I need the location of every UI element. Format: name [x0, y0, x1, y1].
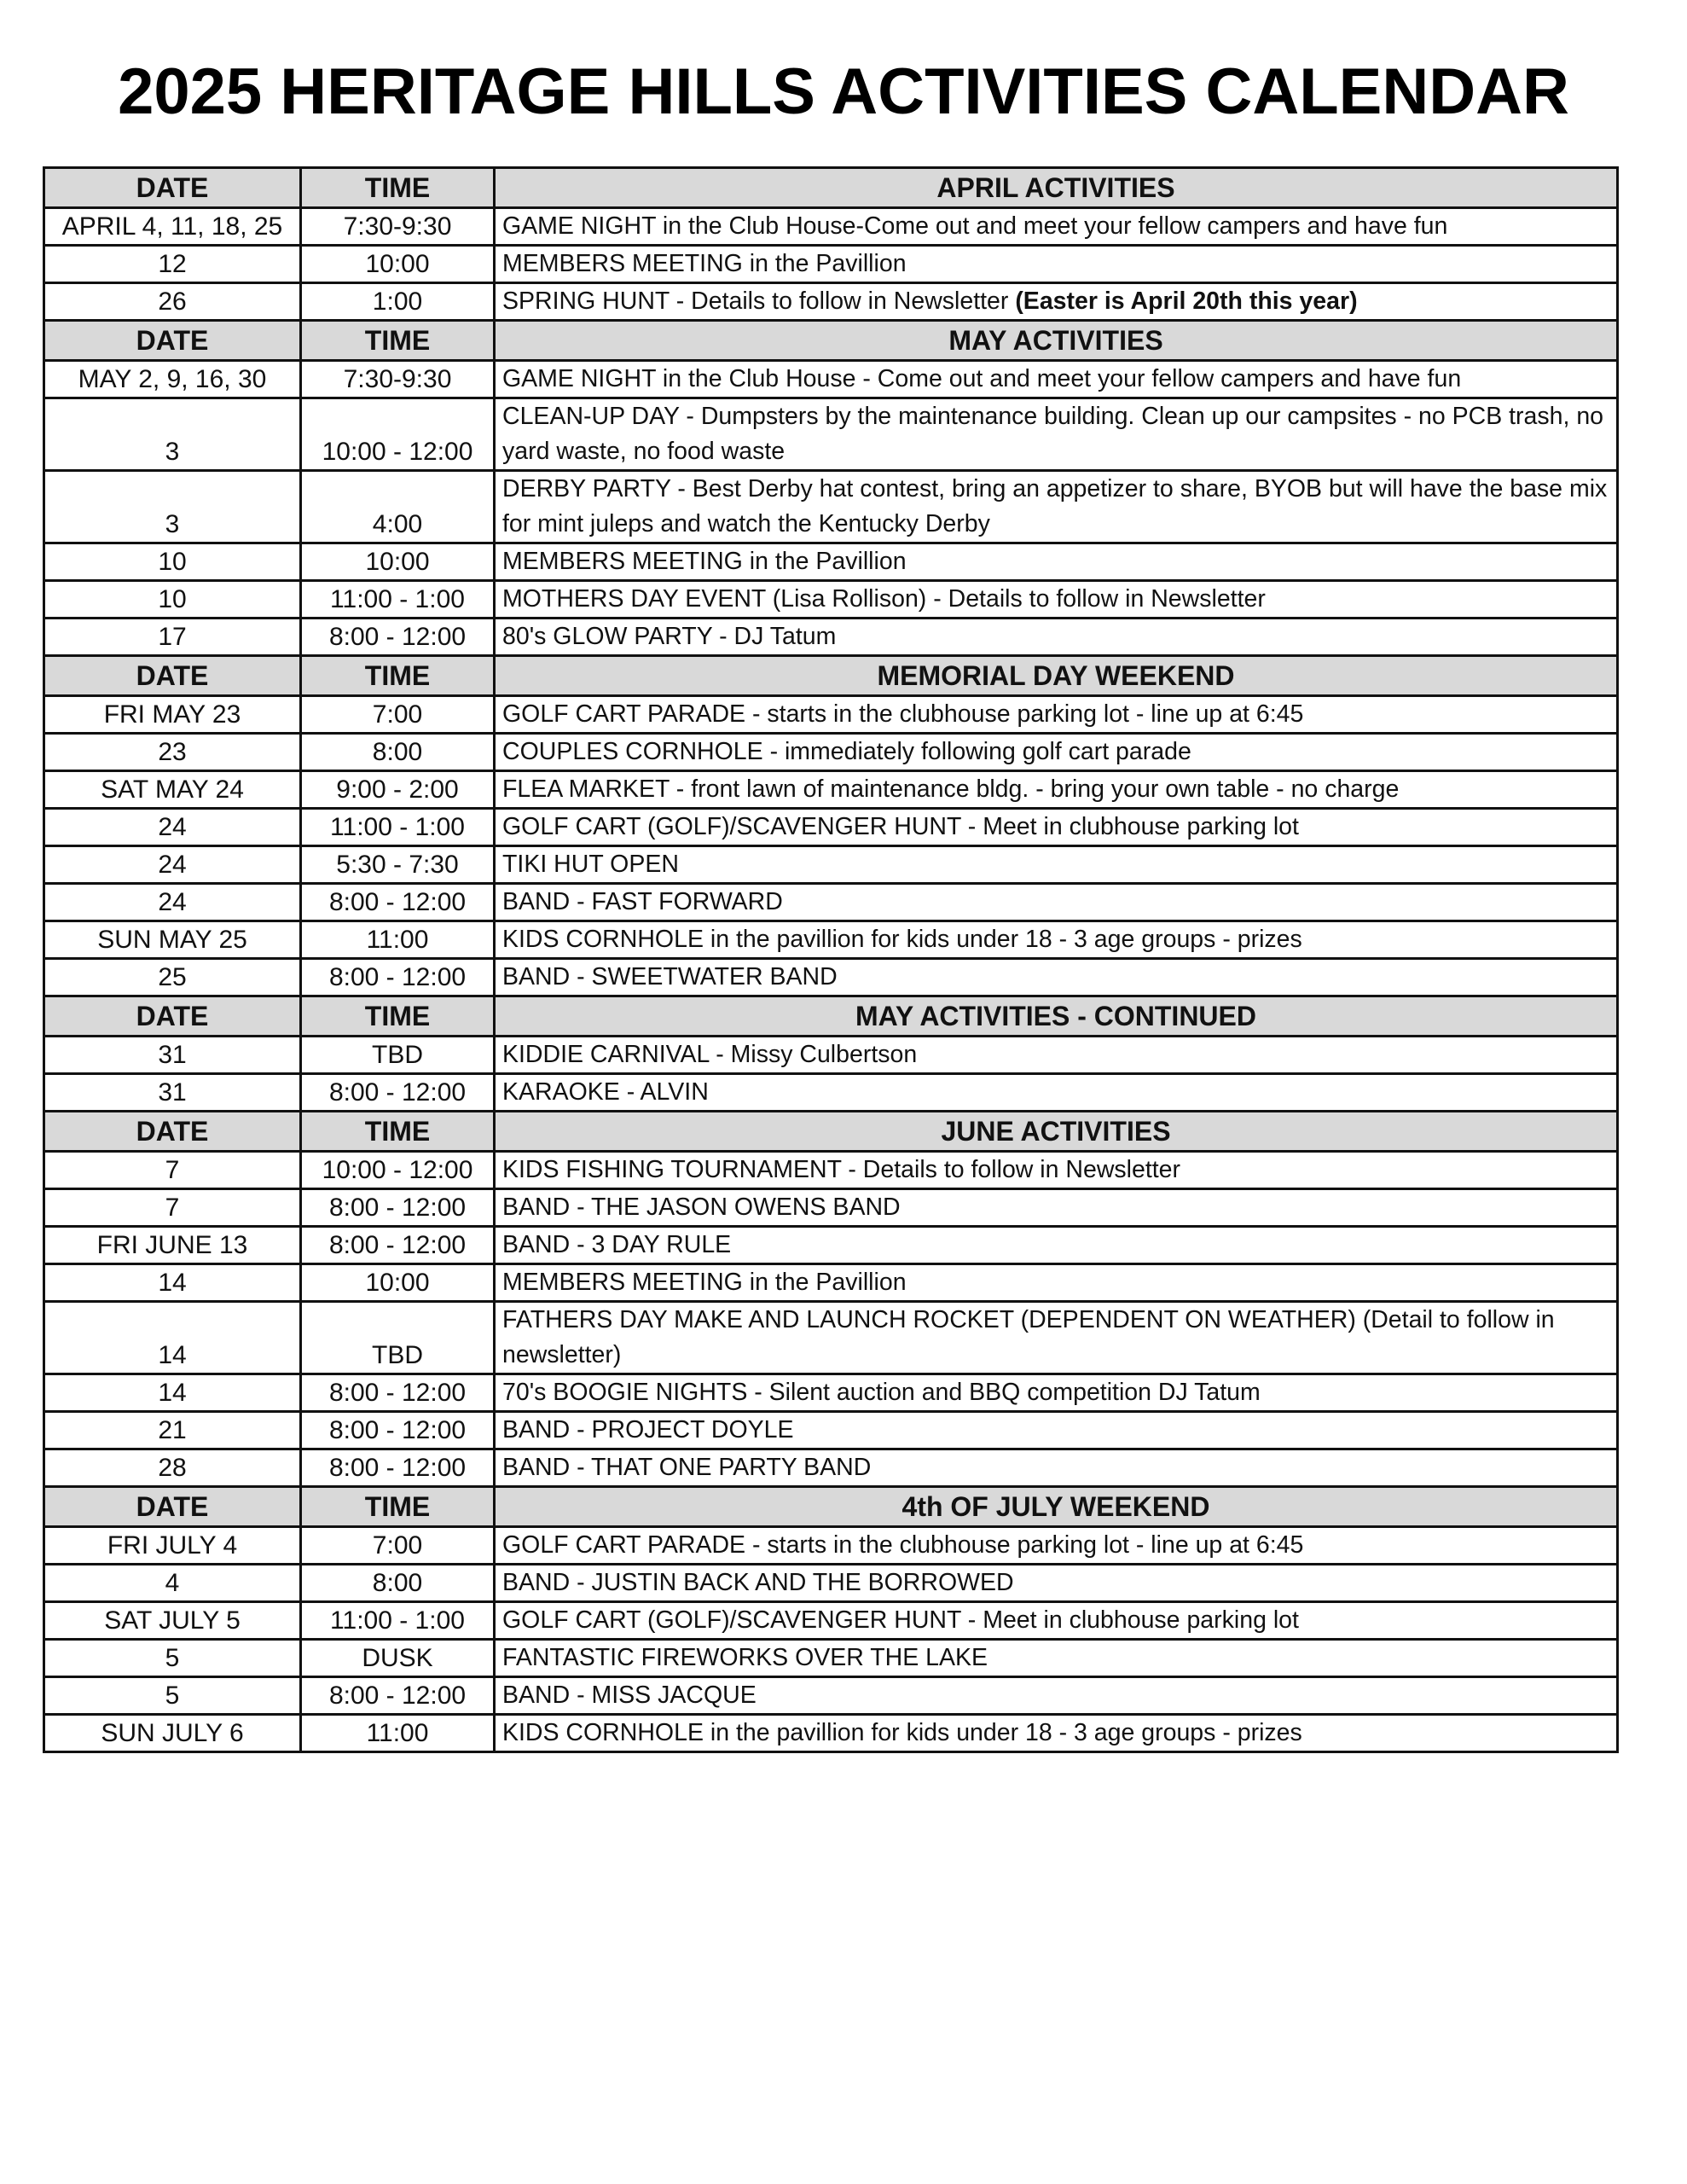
time-cell: 8:00 - 12:00 [301, 1677, 495, 1715]
table-row [44, 696, 1618, 734]
time-column-header: TIME [301, 321, 495, 361]
activity-cell: BAND - 3 DAY RULE [495, 1227, 1618, 1264]
table-row [44, 1677, 1618, 1715]
easter-note: (Easter is April 20th this year) [1015, 288, 1358, 315]
table-row [44, 1264, 1618, 1302]
activity-cell: GOLF CART (GOLF)/SCAVENGER HUNT - Meet in clubhouse parking lot [495, 809, 1618, 846]
activity-cell: KIDS CORNHOLE in the pavillion for kids under 18 - 3 age groups - prizes [495, 1715, 1618, 1752]
section-heading: JUNE ACTIVITIES [495, 1112, 1618, 1152]
activity-cell: FLEA MARKET - front lawn of maintenance bldg. - bring your own table - no charge [495, 771, 1618, 809]
section-header-row [44, 996, 1618, 1037]
activity-cell: FANTASTIC FIREWORKS OVER THE LAKE [495, 1640, 1618, 1677]
table-row [44, 1715, 1618, 1752]
table-row [44, 921, 1618, 959]
time-cell: 7:00 [301, 696, 495, 734]
date-cell: 14 [44, 1374, 301, 1412]
date-cell: 24 [44, 884, 301, 921]
time-cell: 10:00 - 12:00 [301, 1152, 495, 1189]
time-column-header: TIME [301, 168, 495, 208]
table-row [44, 846, 1618, 884]
time-cell: 11:00 - 1:00 [301, 1602, 495, 1640]
section-heading: MAY ACTIVITIES [495, 321, 1618, 361]
date-column-header: DATE [44, 656, 301, 696]
activity-cell: MEMBERS MEETING in the Pavillion [495, 1264, 1618, 1302]
activity-cell: BAND - THAT ONE PARTY BAND [495, 1449, 1618, 1487]
date-cell: 4 [44, 1565, 301, 1602]
activities-calendar-table [43, 166, 1619, 1753]
date-cell: 7 [44, 1189, 301, 1227]
date-cell: APRIL 4, 11, 18, 25 [44, 208, 301, 246]
date-cell: 5 [44, 1677, 301, 1715]
table-row [44, 283, 1618, 321]
time-cell: 10:00 [301, 1264, 495, 1302]
time-column-header: TIME [301, 1487, 495, 1527]
time-column-header: TIME [301, 1112, 495, 1152]
time-cell: 8:00 - 12:00 [301, 619, 495, 656]
time-cell: 8:00 - 12:00 [301, 1189, 495, 1227]
table-row [44, 1037, 1618, 1074]
table-row [44, 771, 1618, 809]
date-cell: 23 [44, 734, 301, 771]
activity-cell: GAME NIGHT in the Club House-Come out and meet your fellow campers and have fun [495, 208, 1618, 246]
date-cell: 31 [44, 1074, 301, 1112]
table-row [44, 398, 1618, 471]
date-cell: 14 [44, 1302, 301, 1374]
activity-cell: FATHERS DAY MAKE AND LAUNCH ROCKET (DEPENDENT ON WEATHER) (Detail to follow in newsletter) [495, 1302, 1618, 1374]
date-cell: 24 [44, 809, 301, 846]
time-cell: 1:00 [301, 283, 495, 321]
table-row [44, 1074, 1618, 1112]
time-cell: 5:30 - 7:30 [301, 846, 495, 884]
time-column-header: TIME [301, 996, 495, 1037]
date-cell: 25 [44, 959, 301, 996]
activity-cell: GAME NIGHT in the Club House - Come out and meet your fellow campers and have fun [495, 361, 1618, 398]
date-cell: 26 [44, 283, 301, 321]
activity-cell: KIDS FISHING TOURNAMENT - Details to follow in Newsletter [495, 1152, 1618, 1189]
section-header-row [44, 1112, 1618, 1152]
time-cell: 8:00 - 12:00 [301, 1227, 495, 1264]
activity-cell: GOLF CART PARADE - starts in the clubhouse parking lot - line up at 6:45 [495, 696, 1618, 734]
time-cell: TBD [301, 1037, 495, 1074]
activity-cell: GOLF CART (GOLF)/SCAVENGER HUNT - Meet in clubhouse parking lot [495, 1602, 1618, 1640]
time-cell: DUSK [301, 1640, 495, 1677]
activity-cell: DERBY PARTY - Best Derby hat contest, bring an appetizer to share, BYOB but will have the base mix for mint juleps and watch the Kentucky Derby [495, 471, 1618, 543]
date-cell: 28 [44, 1449, 301, 1487]
table-row [44, 1449, 1618, 1487]
date-cell: MAY 2, 9, 16, 30 [44, 361, 301, 398]
time-cell: 4:00 [301, 471, 495, 543]
table-row [44, 1374, 1618, 1412]
table-row [44, 1565, 1618, 1602]
activity-cell: BAND - PROJECT DOYLE [495, 1412, 1618, 1449]
table-row [44, 471, 1618, 543]
time-cell: 10:00 [301, 543, 495, 581]
date-cell: FRI MAY 23 [44, 696, 301, 734]
date-cell: FRI JULY 4 [44, 1527, 301, 1565]
table-row [44, 809, 1618, 846]
time-cell: 9:00 - 2:00 [301, 771, 495, 809]
activity-cell: MEMBERS MEETING in the Pavillion [495, 543, 1618, 581]
time-cell: 11:00 [301, 1715, 495, 1752]
activity-cell: KIDDIE CARNIVAL - Missy Culbertson [495, 1037, 1618, 1074]
table-row [44, 1412, 1618, 1449]
section-heading: 4th OF JULY WEEKEND [495, 1487, 1618, 1527]
section-heading: MAY ACTIVITIES - CONTINUED [495, 996, 1618, 1037]
activity-cell: KIDS CORNHOLE in the pavillion for kids under 18 - 3 age groups - prizes [495, 921, 1618, 959]
date-cell: FRI JUNE 13 [44, 1227, 301, 1264]
table-row [44, 543, 1618, 581]
activity-cell: BAND - SWEETWATER BAND [495, 959, 1618, 996]
date-cell: 31 [44, 1037, 301, 1074]
activity-cell: CLEAN-UP DAY - Dumpsters by the maintenance building. Clean up our campsites - no PCB trash, no yard waste, no food waste [495, 398, 1618, 471]
activity-cell: BAND - FAST FORWARD [495, 884, 1618, 921]
date-column-header: DATE [44, 321, 301, 361]
activity-cell: MOTHERS DAY EVENT (Lisa Rollison) - Details to follow in Newsletter [495, 581, 1618, 619]
section-header-row [44, 1487, 1618, 1527]
activity-cell: 80's GLOW PARTY - DJ Tatum [495, 619, 1618, 656]
table-row [44, 734, 1618, 771]
time-cell: 10:00 - 12:00 [301, 398, 495, 471]
date-cell: 21 [44, 1412, 301, 1449]
date-cell: SAT MAY 24 [44, 771, 301, 809]
activity-cell: GOLF CART PARADE - starts in the clubhouse parking lot - line up at 6:45 [495, 1527, 1618, 1565]
table-row [44, 581, 1618, 619]
section-header-row [44, 321, 1618, 361]
activity-text: SPRING HUNT - Details to follow in Newsletter [502, 288, 1016, 315]
activity-cell: BAND - THE JASON OWENS BAND [495, 1189, 1618, 1227]
time-cell: 11:00 [301, 921, 495, 959]
activity-cell: KARAOKE - ALVIN [495, 1074, 1618, 1112]
table-row [44, 1152, 1618, 1189]
table-row [44, 959, 1618, 996]
time-cell: TBD [301, 1302, 495, 1374]
time-cell: 7:00 [301, 1527, 495, 1565]
date-cell: 14 [44, 1264, 301, 1302]
table-row [44, 1527, 1618, 1565]
date-cell: 3 [44, 398, 301, 471]
section-header-row [44, 656, 1618, 696]
date-cell: 10 [44, 543, 301, 581]
table-row [44, 1602, 1618, 1640]
date-column-header: DATE [44, 996, 301, 1037]
time-cell: 10:00 [301, 246, 495, 283]
date-cell: 7 [44, 1152, 301, 1189]
time-cell: 8:00 [301, 1565, 495, 1602]
time-cell: 8:00 - 12:00 [301, 1074, 495, 1112]
date-cell: 3 [44, 471, 301, 543]
date-cell: 5 [44, 1640, 301, 1677]
time-cell: 8:00 - 12:00 [301, 1449, 495, 1487]
date-column-header: DATE [44, 168, 301, 208]
date-cell: 12 [44, 246, 301, 283]
page-title: 2025 HERITAGE HILLS ACTIVITIES CALENDAR [118, 55, 1569, 128]
table-row [44, 1227, 1618, 1264]
table-row [44, 1189, 1618, 1227]
activity-cell: BAND - JUSTIN BACK AND THE BORROWED [495, 1565, 1618, 1602]
time-cell: 8:00 - 12:00 [301, 884, 495, 921]
date-column-header: DATE [44, 1487, 301, 1527]
time-cell: 11:00 - 1:00 [301, 809, 495, 846]
table-row [44, 884, 1618, 921]
section-header-row [44, 168, 1618, 208]
table-row [44, 246, 1618, 283]
time-cell: 7:30-9:30 [301, 208, 495, 246]
time-cell: 8:00 - 12:00 [301, 959, 495, 996]
activity-cell: TIKI HUT OPEN [495, 846, 1618, 884]
date-cell: SAT JULY 5 [44, 1602, 301, 1640]
table-row [44, 208, 1618, 246]
table-row [44, 1640, 1618, 1677]
activity-cell [495, 283, 1618, 321]
table-row [44, 1302, 1618, 1374]
date-cell: SUN JULY 6 [44, 1715, 301, 1752]
time-column-header: TIME [301, 656, 495, 696]
activity-cell: 70's BOOGIE NIGHTS - Silent auction and BBQ competition DJ Tatum [495, 1374, 1618, 1412]
time-cell: 8:00 - 12:00 [301, 1412, 495, 1449]
time-cell: 7:30-9:30 [301, 361, 495, 398]
activity-cell: COUPLES CORNHOLE - immediately following golf cart parade [495, 734, 1618, 771]
table-row [44, 619, 1618, 656]
date-cell: 17 [44, 619, 301, 656]
time-cell: 11:00 - 1:00 [301, 581, 495, 619]
date-cell: 10 [44, 581, 301, 619]
activity-cell: MEMBERS MEETING in the Pavillion [495, 246, 1618, 283]
date-column-header: DATE [44, 1112, 301, 1152]
time-cell: 8:00 - 12:00 [301, 1374, 495, 1412]
section-heading: MEMORIAL DAY WEEKEND [495, 656, 1618, 696]
date-cell: 24 [44, 846, 301, 884]
table-row [44, 361, 1618, 398]
date-cell: SUN MAY 25 [44, 921, 301, 959]
section-heading: APRIL ACTIVITIES [495, 168, 1618, 208]
activity-cell: BAND - MISS JACQUE [495, 1677, 1618, 1715]
time-cell: 8:00 [301, 734, 495, 771]
